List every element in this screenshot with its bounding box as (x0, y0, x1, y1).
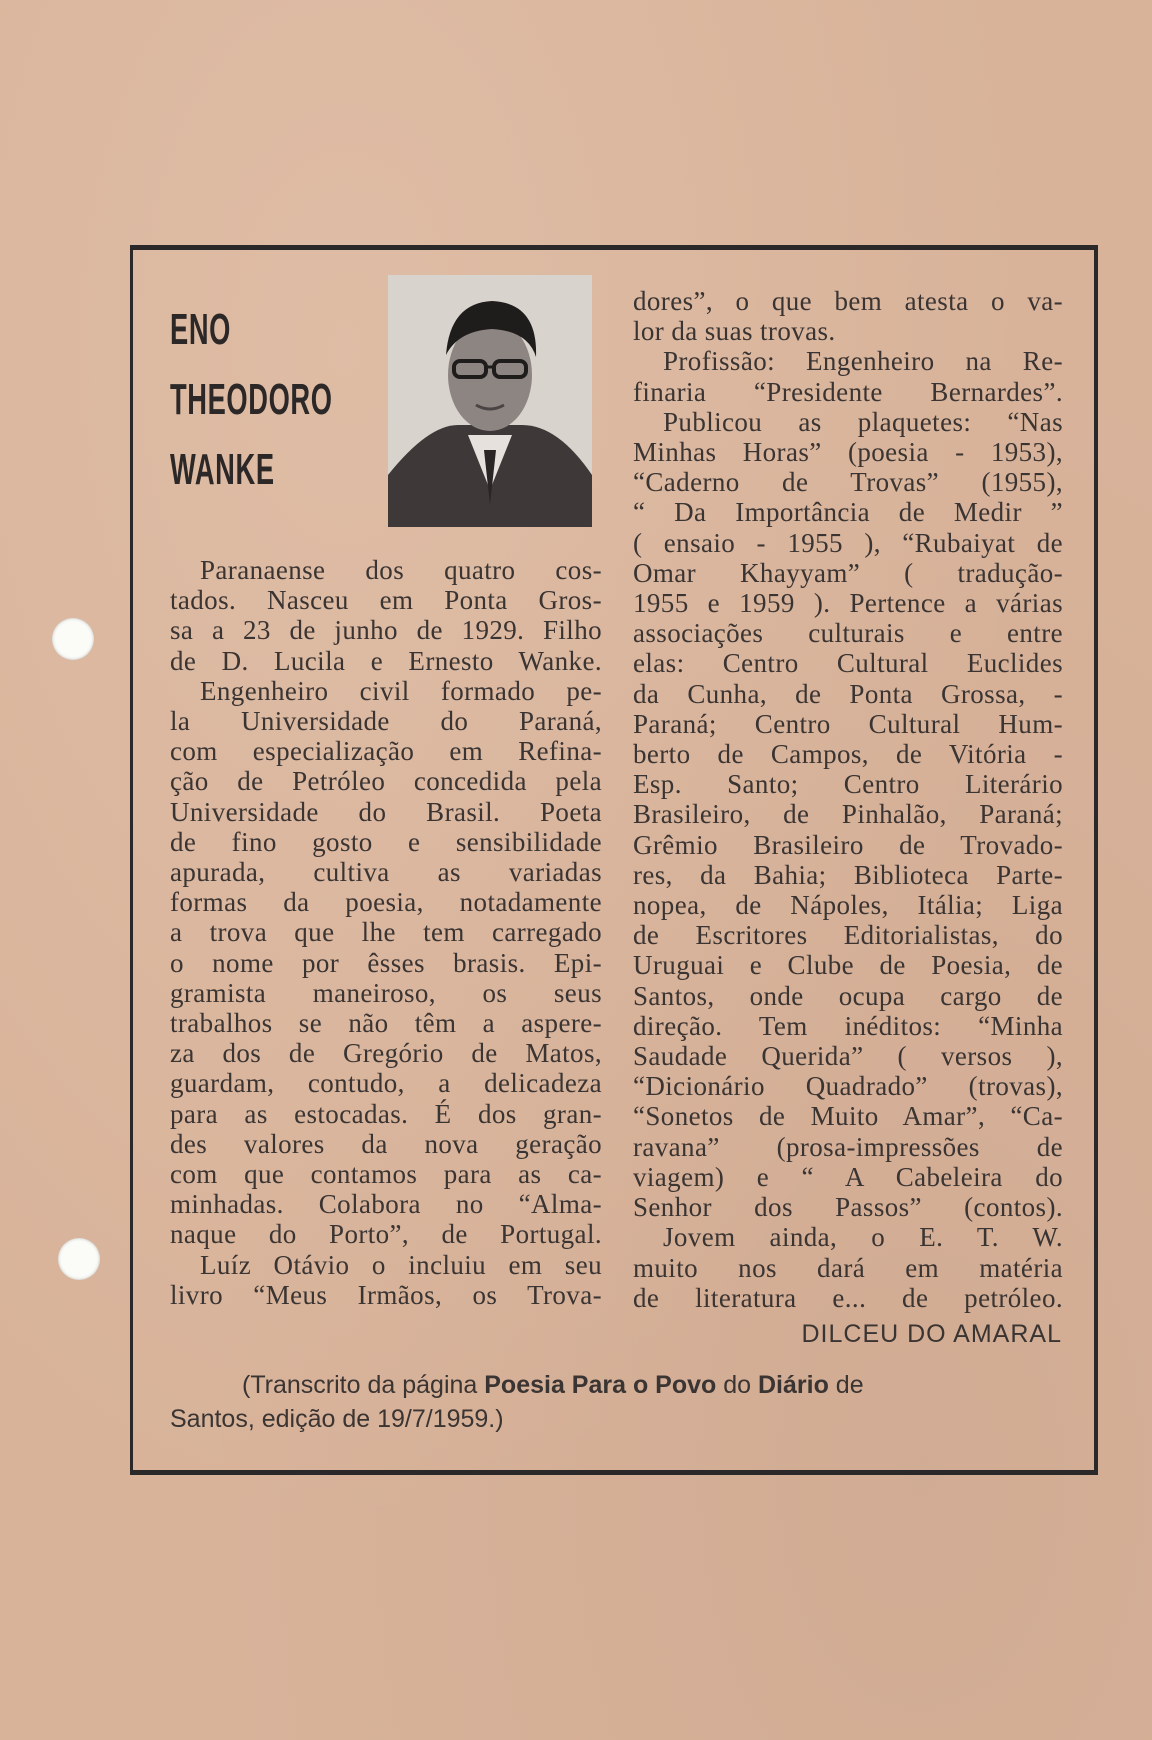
text-line: nopea, de Nápoles, Itália; Liga (633, 890, 1063, 921)
left-text-column (170, 555, 602, 1310)
note-bold-newspaper: Diário (758, 1371, 829, 1399)
source-note-line-1 (170, 1368, 1065, 1402)
text-line: direção. Tem inéditos: “Minha (633, 1010, 1063, 1041)
text-line: o nome por êsses brasis. Epi- (170, 947, 602, 978)
text-line: Senhor dos Passos” (contos). (633, 1192, 1063, 1223)
text-line: com especialização em Refina- (170, 736, 602, 767)
text-line: la Universidade do Paraná, (170, 706, 602, 737)
text-line: muito nos dará em matéria (633, 1252, 1063, 1283)
author-name-heading (170, 295, 333, 505)
note-text: (Transcrito da página (242, 1371, 485, 1399)
text-line: za dos de Gregório de Matos, (170, 1038, 602, 1069)
text-line: Luíz Otávio o incluiu em seu (200, 1249, 602, 1280)
text-line: gramista maneiroso, os seus (170, 977, 602, 1008)
text-line: de D. Lucila e Ernesto Wanke. (170, 645, 602, 676)
text-line: Omar Khayyam” ( tradução- (633, 557, 1063, 588)
text-line: berto de Campos, de Vitória - (633, 739, 1063, 770)
text-line: des valores da nova geração (170, 1128, 602, 1159)
text-line: “Dicionário Quadrado” (trovas), (633, 1071, 1063, 1102)
text-line: livro “Meus Irmãos, os Trova- (170, 1279, 602, 1310)
text-line: a trova que lhe tem carregado (170, 917, 602, 948)
text-line: dores”, o que bem atesta o va- (633, 286, 1063, 316)
text-line: para as estocadas. É dos gran- (170, 1098, 602, 1129)
text-line: sa a 23 de junho de 1929. Filho (170, 615, 602, 646)
text-line: Saudade Querida” ( versos ), (633, 1041, 1063, 1072)
text-line: res, da Bahia; Biblioteca Parte- (633, 859, 1063, 890)
text-line: de Escritores Editorialistas, do (633, 920, 1063, 951)
text-line: da Cunha, de Ponta Grossa, - (633, 678, 1063, 709)
text-line: ravana” (prosa-impressões de (633, 1131, 1063, 1162)
punch-hole-top (52, 618, 94, 660)
text-line: Paraná; Centro Cultural Hum- (633, 708, 1063, 739)
text-line: Santos, onde ocupa cargo de (633, 980, 1063, 1011)
text-line: Minhas Horas” (poesia - 1953), (633, 437, 1063, 468)
portrait-photo (388, 275, 592, 527)
text-line: viagem) e “ A Cabeleira do (633, 1161, 1063, 1192)
text-line: Paranaense dos quatro cos- (200, 555, 602, 585)
portrait-image (388, 275, 592, 527)
author-signature: DILCEU DO AMARAL (801, 1320, 1062, 1348)
text-line: naque do Porto”, de Portugal. (170, 1219, 602, 1250)
text-line: Universidade do Brasil. Poeta (170, 796, 602, 827)
text-line: de literatura e... de petróleo. (633, 1282, 1063, 1313)
text-line: 1955 e 1959 ). Pertence a várias (633, 588, 1063, 619)
text-line: Grêmio Brasileiro de Trovado- (633, 829, 1063, 860)
note-bold-publication: Poesia Para o Povo (484, 1371, 717, 1399)
text-line: ção de Petróleo concedida pela (170, 766, 602, 797)
text-line: tados. Nasceu em Ponta Gros- (170, 585, 602, 616)
text-line: Engenheiro civil formado pe- (200, 675, 602, 706)
right-text-column (633, 286, 1063, 1313)
text-line: de fino gosto e sensibilidade (170, 826, 602, 857)
text-line: Brasileiro, de Pinhalão, Paraná; (633, 799, 1063, 830)
punch-hole-bottom (58, 1238, 100, 1280)
name-line-1: ENO (170, 305, 231, 354)
text-line: lor da suas trovas. (633, 316, 836, 347)
text-line: Publicou as plaquetes: “Nas (663, 406, 1063, 437)
text-line: formas da poesia, notadamente (170, 887, 602, 918)
text-line: elas: Centro Cultural Euclides (633, 648, 1063, 679)
text-line: Uruguai e Clube de Poesia, de (633, 950, 1063, 981)
text-line: Jovem ainda, o E. T. W. (663, 1222, 1063, 1253)
name-line-2: THEODORO (170, 375, 333, 424)
text-line: ( ensaio - 1955 ), “Rubaiyat de (633, 527, 1063, 558)
text-line: com que contamos para as ca- (170, 1159, 602, 1190)
text-line: trabalhos se não têm a aspere- (170, 1008, 602, 1039)
text-line: “Sonetos de Muito Amar”, “Ca- (633, 1101, 1063, 1132)
text-line: Esp. Santo; Centro Literário (633, 769, 1063, 800)
text-line: Profissão: Engenheiro na Re- (663, 346, 1063, 377)
note-text: de (828, 1371, 864, 1399)
text-line: finaria “Presidente Bernardes”. (633, 376, 1063, 407)
text-line: associações culturais e entre (633, 618, 1063, 649)
text-line: “Caderno de Trovas” (1955), (633, 467, 1063, 498)
note-text: do (716, 1371, 758, 1399)
text-line: minhadas. Colabora no “Alma- (170, 1189, 602, 1220)
source-note-line-2: Santos, edição de 19/7/1959.) (170, 1405, 504, 1433)
text-line: guardam, contudo, a delicadeza (170, 1068, 602, 1099)
name-line-3: WANKE (170, 445, 275, 494)
text-line: “ Da Importância de Medir ” (633, 497, 1063, 528)
source-note (170, 1368, 1065, 1436)
text-line: apurada, cultiva as variadas (170, 857, 602, 888)
